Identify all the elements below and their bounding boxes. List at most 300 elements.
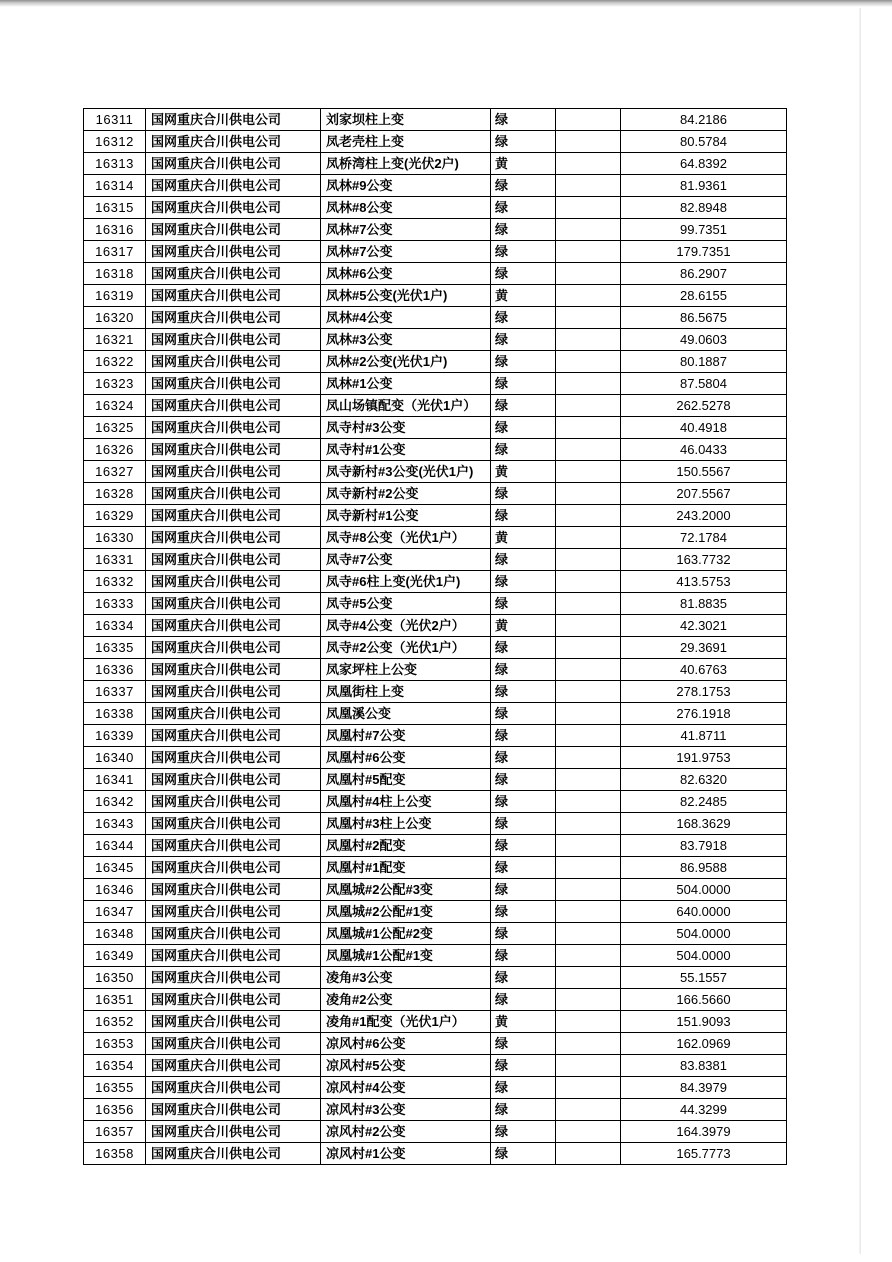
row-id-cell: 16316 <box>84 219 146 241</box>
station-name-cell: 凤老壳柱上变 <box>321 131 491 153</box>
empty-cell <box>556 857 621 879</box>
table-row <box>84 439 787 461</box>
station-name-cell: 凤寺#6柱上变(光伏1户) <box>321 571 491 593</box>
station-name-cell: 凉风村#4公变 <box>321 1077 491 1099</box>
table-row <box>84 593 787 615</box>
status-label-cell: 绿 <box>491 637 556 659</box>
station-name-cell: 凤凰村#4柱上公变 <box>321 791 491 813</box>
value-cell: 262.5278 <box>621 395 787 417</box>
company-name-cell: 国网重庆合川供电公司 <box>146 1011 321 1033</box>
company-name-cell: 国网重庆合川供电公司 <box>146 197 321 219</box>
status-label-cell: 绿 <box>491 813 556 835</box>
row-id-cell: 16337 <box>84 681 146 703</box>
company-name-cell: 国网重庆合川供电公司 <box>146 1077 321 1099</box>
status-label-cell: 绿 <box>491 175 556 197</box>
station-name-cell: 凤凰城#2公配#1变 <box>321 901 491 923</box>
empty-cell <box>556 219 621 241</box>
page-right-edge-shadow <box>859 8 861 1254</box>
table-row <box>84 131 787 153</box>
company-name-cell: 国网重庆合川供电公司 <box>146 1121 321 1143</box>
table-row <box>84 285 787 307</box>
table-row <box>84 901 787 923</box>
value-cell: 504.0000 <box>621 879 787 901</box>
empty-cell <box>556 263 621 285</box>
station-name-cell: 凤寺#4公变（光伏2户） <box>321 615 491 637</box>
row-id-cell: 16341 <box>84 769 146 791</box>
table-row <box>84 725 787 747</box>
value-cell: 40.6763 <box>621 659 787 681</box>
company-name-cell: 国网重庆合川供电公司 <box>146 725 321 747</box>
empty-cell <box>556 835 621 857</box>
company-name-cell: 国网重庆合川供电公司 <box>146 285 321 307</box>
row-id-cell: 16318 <box>84 263 146 285</box>
value-cell: 49.0603 <box>621 329 787 351</box>
row-id-cell: 16354 <box>84 1055 146 1077</box>
status-label-cell: 绿 <box>491 835 556 857</box>
status-label-cell: 绿 <box>491 483 556 505</box>
table-row <box>84 527 787 549</box>
empty-cell <box>556 813 621 835</box>
station-name-cell: 凤凰村#5配变 <box>321 769 491 791</box>
company-name-cell: 国网重庆合川供电公司 <box>146 175 321 197</box>
status-label-cell: 绿 <box>491 131 556 153</box>
status-label-cell: 黄 <box>491 461 556 483</box>
value-cell: 64.8392 <box>621 153 787 175</box>
value-cell: 29.3691 <box>621 637 787 659</box>
empty-cell <box>556 681 621 703</box>
table-row <box>84 681 787 703</box>
value-cell: 80.5784 <box>621 131 787 153</box>
value-cell: 81.8835 <box>621 593 787 615</box>
status-label-cell: 黄 <box>491 527 556 549</box>
empty-cell <box>556 593 621 615</box>
station-name-cell: 凤凰城#2公配#3变 <box>321 879 491 901</box>
value-cell: 165.7773 <box>621 1143 787 1165</box>
value-cell: 207.5567 <box>621 483 787 505</box>
status-label-cell: 绿 <box>491 307 556 329</box>
station-name-cell: 凤林#6公变 <box>321 263 491 285</box>
table-row <box>84 1011 787 1033</box>
empty-cell <box>556 285 621 307</box>
status-label-cell: 绿 <box>491 967 556 989</box>
company-name-cell: 国网重庆合川供电公司 <box>146 351 321 373</box>
company-name-cell: 国网重庆合川供电公司 <box>146 1099 321 1121</box>
value-cell: 243.2000 <box>621 505 787 527</box>
empty-cell <box>556 109 621 131</box>
table-row <box>84 1099 787 1121</box>
empty-cell <box>556 461 621 483</box>
value-cell: 44.3299 <box>621 1099 787 1121</box>
value-cell: 179.7351 <box>621 241 787 263</box>
station-name-cell: 凤寺新村#2公变 <box>321 483 491 505</box>
company-name-cell: 国网重庆合川供电公司 <box>146 329 321 351</box>
value-cell: 166.5660 <box>621 989 787 1011</box>
table-row <box>84 703 787 725</box>
empty-cell <box>556 1121 621 1143</box>
table-row <box>84 373 787 395</box>
value-cell: 99.7351 <box>621 219 787 241</box>
table-row <box>84 505 787 527</box>
status-label-cell: 绿 <box>491 197 556 219</box>
value-cell: 83.7918 <box>621 835 787 857</box>
station-name-cell: 凤凰街柱上变 <box>321 681 491 703</box>
station-name-cell: 凤寺村#3公变 <box>321 417 491 439</box>
status-label-cell: 绿 <box>491 1143 556 1165</box>
status-label-cell: 绿 <box>491 1033 556 1055</box>
company-name-cell: 国网重庆合川供电公司 <box>146 813 321 835</box>
row-id-cell: 16321 <box>84 329 146 351</box>
station-name-cell: 凤桥湾柱上变(光伏2户) <box>321 153 491 175</box>
station-name-cell: 凉风村#3公变 <box>321 1099 491 1121</box>
row-id-cell: 16357 <box>84 1121 146 1143</box>
value-cell: 87.5804 <box>621 373 787 395</box>
table-row <box>84 1055 787 1077</box>
empty-cell <box>556 483 621 505</box>
empty-cell <box>556 527 621 549</box>
empty-cell <box>556 725 621 747</box>
empty-cell <box>556 1099 621 1121</box>
company-name-cell: 国网重庆合川供电公司 <box>146 505 321 527</box>
company-name-cell: 国网重庆合川供电公司 <box>146 681 321 703</box>
status-label-cell: 绿 <box>491 329 556 351</box>
company-name-cell: 国网重庆合川供电公司 <box>146 989 321 1011</box>
table-row <box>84 1121 787 1143</box>
empty-cell <box>556 1055 621 1077</box>
row-id-cell: 16352 <box>84 1011 146 1033</box>
company-name-cell: 国网重庆合川供电公司 <box>146 241 321 263</box>
row-id-cell: 16344 <box>84 835 146 857</box>
station-name-cell: 凤凰村#3柱上公变 <box>321 813 491 835</box>
row-id-cell: 16320 <box>84 307 146 329</box>
table-row <box>84 549 787 571</box>
table-row <box>84 483 787 505</box>
table-row <box>84 307 787 329</box>
station-name-cell: 凉风村#5公变 <box>321 1055 491 1077</box>
row-id-cell: 16340 <box>84 747 146 769</box>
table-row <box>84 571 787 593</box>
status-label-cell: 绿 <box>491 923 556 945</box>
company-name-cell: 国网重庆合川供电公司 <box>146 439 321 461</box>
row-id-cell: 16336 <box>84 659 146 681</box>
status-label-cell: 绿 <box>491 593 556 615</box>
station-name-cell: 凤凰村#2配变 <box>321 835 491 857</box>
company-name-cell: 国网重庆合川供电公司 <box>146 835 321 857</box>
company-name-cell: 国网重庆合川供电公司 <box>146 417 321 439</box>
station-name-cell: 凤家坪柱上公变 <box>321 659 491 681</box>
row-id-cell: 16334 <box>84 615 146 637</box>
station-name-cell: 凉风村#2公变 <box>321 1121 491 1143</box>
company-name-cell: 国网重庆合川供电公司 <box>146 659 321 681</box>
company-name-cell: 国网重庆合川供电公司 <box>146 857 321 879</box>
company-name-cell: 国网重庆合川供电公司 <box>146 923 321 945</box>
empty-cell <box>556 923 621 945</box>
row-id-cell: 16314 <box>84 175 146 197</box>
station-name-cell: 凤山场镇配变（光伏1户） <box>321 395 491 417</box>
table-row <box>84 879 787 901</box>
company-name-cell: 国网重庆合川供电公司 <box>146 109 321 131</box>
row-id-cell: 16356 <box>84 1099 146 1121</box>
table-row <box>84 659 787 681</box>
row-id-cell: 16345 <box>84 857 146 879</box>
row-id-cell: 16349 <box>84 945 146 967</box>
row-id-cell: 16327 <box>84 461 146 483</box>
company-name-cell: 国网重庆合川供电公司 <box>146 263 321 285</box>
row-id-cell: 16329 <box>84 505 146 527</box>
value-cell: 41.8711 <box>621 725 787 747</box>
value-cell: 504.0000 <box>621 945 787 967</box>
row-id-cell: 16355 <box>84 1077 146 1099</box>
value-cell: 55.1557 <box>621 967 787 989</box>
table-row <box>84 813 787 835</box>
status-label-cell: 绿 <box>491 769 556 791</box>
value-cell: 278.1753 <box>621 681 787 703</box>
company-name-cell: 国网重庆合川供电公司 <box>146 747 321 769</box>
row-id-cell: 16315 <box>84 197 146 219</box>
status-label-cell: 绿 <box>491 263 556 285</box>
status-label-cell: 绿 <box>491 351 556 373</box>
table-row <box>84 197 787 219</box>
table-row <box>84 417 787 439</box>
station-name-cell: 凉风村#6公变 <box>321 1033 491 1055</box>
empty-cell <box>556 373 621 395</box>
station-name-cell: 凤林#7公变 <box>321 219 491 241</box>
status-label-cell: 绿 <box>491 549 556 571</box>
row-id-cell: 16353 <box>84 1033 146 1055</box>
station-name-cell: 凤凰村#7公变 <box>321 725 491 747</box>
company-name-cell: 国网重庆合川供电公司 <box>146 615 321 637</box>
row-id-cell: 16331 <box>84 549 146 571</box>
company-name-cell: 国网重庆合川供电公司 <box>146 769 321 791</box>
value-cell: 504.0000 <box>621 923 787 945</box>
status-label-cell: 绿 <box>491 1055 556 1077</box>
row-id-cell: 16332 <box>84 571 146 593</box>
table-row <box>84 241 787 263</box>
station-name-cell: 凤凰溪公变 <box>321 703 491 725</box>
row-id-cell: 16326 <box>84 439 146 461</box>
status-label-cell: 绿 <box>491 681 556 703</box>
empty-cell <box>556 131 621 153</box>
empty-cell <box>556 329 621 351</box>
company-name-cell: 国网重庆合川供电公司 <box>146 703 321 725</box>
value-cell: 83.8381 <box>621 1055 787 1077</box>
empty-cell <box>556 439 621 461</box>
empty-cell <box>556 1011 621 1033</box>
status-label-cell: 绿 <box>491 439 556 461</box>
company-name-cell: 国网重庆合川供电公司 <box>146 1143 321 1165</box>
value-cell: 86.9588 <box>621 857 787 879</box>
station-name-cell: 凤寺#7公变 <box>321 549 491 571</box>
station-name-cell: 凤寺#5公变 <box>321 593 491 615</box>
status-label-cell: 黄 <box>491 153 556 175</box>
status-label-cell: 绿 <box>491 1121 556 1143</box>
value-cell: 86.2907 <box>621 263 787 285</box>
status-label-cell: 绿 <box>491 857 556 879</box>
row-id-cell: 16343 <box>84 813 146 835</box>
table-row <box>84 1077 787 1099</box>
empty-cell <box>556 153 621 175</box>
row-id-cell: 16319 <box>84 285 146 307</box>
company-name-cell: 国网重庆合川供电公司 <box>146 483 321 505</box>
value-cell: 150.5567 <box>621 461 787 483</box>
station-name-cell: 凤寺#2公变（光伏1户） <box>321 637 491 659</box>
status-label-cell: 绿 <box>491 1077 556 1099</box>
empty-cell <box>556 1033 621 1055</box>
empty-cell <box>556 197 621 219</box>
row-id-cell: 16323 <box>84 373 146 395</box>
empty-cell <box>556 637 621 659</box>
table-row <box>84 989 787 1011</box>
station-name-cell: 凤林#9公变 <box>321 175 491 197</box>
station-name-cell: 凤凰城#1公配#1变 <box>321 945 491 967</box>
station-name-cell: 刘家坝柱上变 <box>321 109 491 131</box>
value-cell: 86.5675 <box>621 307 787 329</box>
empty-cell <box>556 241 621 263</box>
empty-cell <box>556 945 621 967</box>
station-name-cell: 凤林#7公变 <box>321 241 491 263</box>
empty-cell <box>556 1143 621 1165</box>
empty-cell <box>556 901 621 923</box>
company-name-cell: 国网重庆合川供电公司 <box>146 901 321 923</box>
company-name-cell: 国网重庆合川供电公司 <box>146 219 321 241</box>
empty-cell <box>556 1077 621 1099</box>
company-name-cell: 国网重庆合川供电公司 <box>146 945 321 967</box>
table-row <box>84 857 787 879</box>
status-label-cell: 绿 <box>491 505 556 527</box>
station-name-cell: 凤林#5公变(光伏1户) <box>321 285 491 307</box>
row-id-cell: 16346 <box>84 879 146 901</box>
value-cell: 151.9093 <box>621 1011 787 1033</box>
company-name-cell: 国网重庆合川供电公司 <box>146 395 321 417</box>
table-row <box>84 461 787 483</box>
company-name-cell: 国网重庆合川供电公司 <box>146 527 321 549</box>
value-cell: 640.0000 <box>621 901 787 923</box>
station-name-cell: 凤寺村#1公变 <box>321 439 491 461</box>
empty-cell <box>556 395 621 417</box>
value-cell: 80.1887 <box>621 351 787 373</box>
station-name-cell: 凤寺新村#3公变(光伏1户) <box>321 461 491 483</box>
status-label-cell: 绿 <box>491 395 556 417</box>
power-station-table <box>83 108 787 1165</box>
station-name-cell: 凤林#4公变 <box>321 307 491 329</box>
row-id-cell: 16312 <box>84 131 146 153</box>
station-name-cell: 凌角#2公变 <box>321 989 491 1011</box>
row-id-cell: 16358 <box>84 1143 146 1165</box>
table-row <box>84 351 787 373</box>
row-id-cell: 16322 <box>84 351 146 373</box>
empty-cell <box>556 571 621 593</box>
table-container <box>83 108 787 1165</box>
value-cell: 276.1918 <box>621 703 787 725</box>
table-row <box>84 175 787 197</box>
company-name-cell: 国网重庆合川供电公司 <box>146 593 321 615</box>
status-label-cell: 黄 <box>491 615 556 637</box>
value-cell: 40.4918 <box>621 417 787 439</box>
row-id-cell: 16311 <box>84 109 146 131</box>
value-cell: 46.0433 <box>621 439 787 461</box>
table-row <box>84 835 787 857</box>
value-cell: 163.7732 <box>621 549 787 571</box>
row-id-cell: 16330 <box>84 527 146 549</box>
empty-cell <box>556 307 621 329</box>
empty-cell <box>556 703 621 725</box>
company-name-cell: 国网重庆合川供电公司 <box>146 879 321 901</box>
empty-cell <box>556 505 621 527</box>
status-label-cell: 黄 <box>491 1011 556 1033</box>
value-cell: 84.3979 <box>621 1077 787 1099</box>
station-name-cell: 凌角#1配变（光伏1户） <box>321 1011 491 1033</box>
company-name-cell: 国网重庆合川供电公司 <box>146 637 321 659</box>
station-name-cell: 凤寺新村#1公变 <box>321 505 491 527</box>
company-name-cell: 国网重庆合川供电公司 <box>146 307 321 329</box>
table-row <box>84 615 787 637</box>
table-row <box>84 219 787 241</box>
status-label-cell: 绿 <box>491 571 556 593</box>
row-id-cell: 16351 <box>84 989 146 1011</box>
value-cell: 82.2485 <box>621 791 787 813</box>
status-label-cell: 绿 <box>491 219 556 241</box>
status-label-cell: 绿 <box>491 945 556 967</box>
table-row <box>84 329 787 351</box>
company-name-cell: 国网重庆合川供电公司 <box>146 1055 321 1077</box>
table-row <box>84 967 787 989</box>
company-name-cell: 国网重庆合川供电公司 <box>146 373 321 395</box>
value-cell: 81.9361 <box>621 175 787 197</box>
company-name-cell: 国网重庆合川供电公司 <box>146 571 321 593</box>
empty-cell <box>556 747 621 769</box>
empty-cell <box>556 615 621 637</box>
empty-cell <box>556 175 621 197</box>
table-row <box>84 109 787 131</box>
row-id-cell: 16350 <box>84 967 146 989</box>
table-row <box>84 1143 787 1165</box>
table-row <box>84 263 787 285</box>
status-label-cell: 绿 <box>491 747 556 769</box>
value-cell: 164.3979 <box>621 1121 787 1143</box>
value-cell: 191.9753 <box>621 747 787 769</box>
station-name-cell: 凤林#8公变 <box>321 197 491 219</box>
company-name-cell: 国网重庆合川供电公司 <box>146 153 321 175</box>
status-label-cell: 绿 <box>491 241 556 263</box>
status-label-cell: 绿 <box>491 901 556 923</box>
station-name-cell: 凤凰村#1配变 <box>321 857 491 879</box>
row-id-cell: 16342 <box>84 791 146 813</box>
table-row <box>84 1033 787 1055</box>
table-row <box>84 923 787 945</box>
table-row <box>84 791 787 813</box>
row-id-cell: 16335 <box>84 637 146 659</box>
status-label-cell: 黄 <box>491 285 556 307</box>
status-label-cell: 绿 <box>491 659 556 681</box>
row-id-cell: 16333 <box>84 593 146 615</box>
value-cell: 84.2186 <box>621 109 787 131</box>
value-cell: 72.1784 <box>621 527 787 549</box>
station-name-cell: 凤林#1公变 <box>321 373 491 395</box>
row-id-cell: 16317 <box>84 241 146 263</box>
value-cell: 42.3021 <box>621 615 787 637</box>
table-row <box>84 945 787 967</box>
status-label-cell: 绿 <box>491 373 556 395</box>
empty-cell <box>556 769 621 791</box>
empty-cell <box>556 791 621 813</box>
table-row <box>84 637 787 659</box>
company-name-cell: 国网重庆合川供电公司 <box>146 791 321 813</box>
company-name-cell: 国网重庆合川供电公司 <box>146 131 321 153</box>
table-row <box>84 153 787 175</box>
station-name-cell: 凤寺#8公变（光伏1户） <box>321 527 491 549</box>
status-label-cell: 绿 <box>491 109 556 131</box>
station-name-cell: 凉风村#1公变 <box>321 1143 491 1165</box>
table-row <box>84 747 787 769</box>
